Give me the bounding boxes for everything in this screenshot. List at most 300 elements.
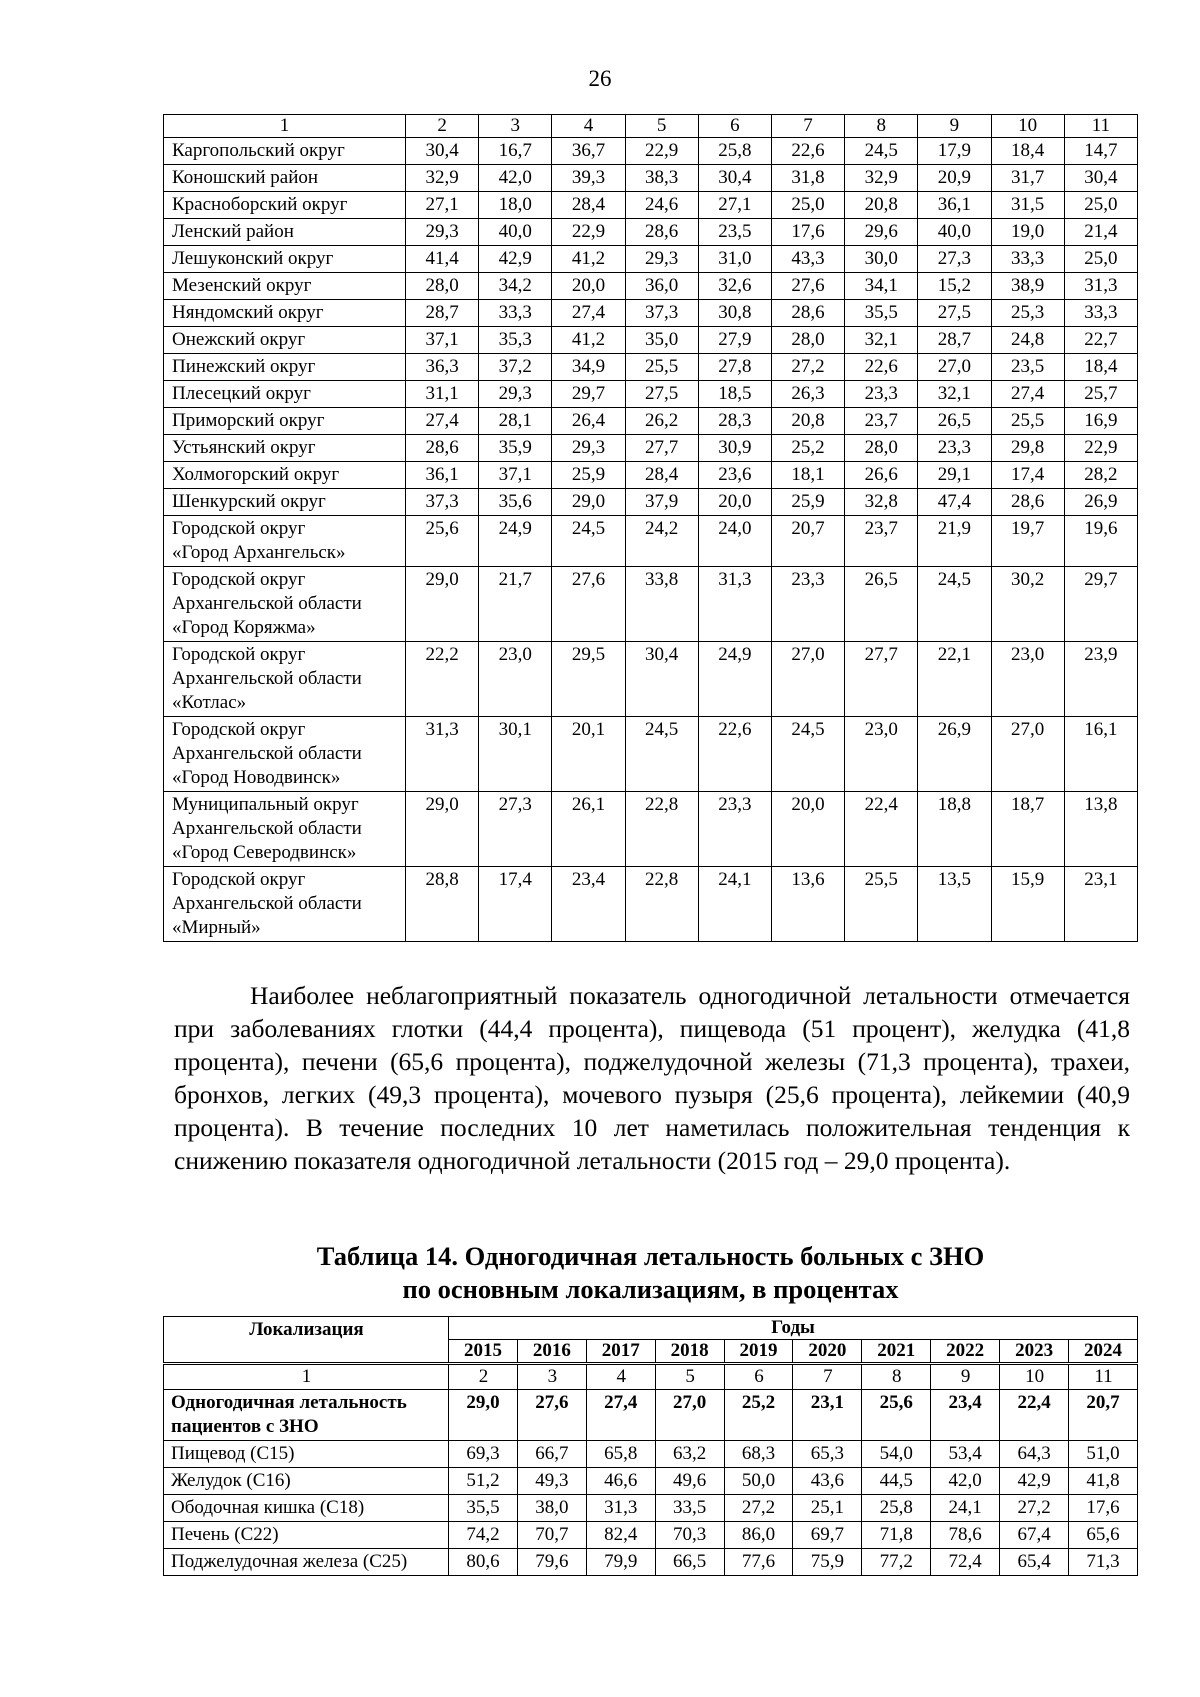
table-cell: 30,1 (479, 717, 552, 792)
table-cell: 25,0 (771, 192, 844, 219)
table-cell: 42,0 (479, 165, 552, 192)
year-header: 2018 (655, 1340, 724, 1364)
year-header: 2019 (724, 1340, 793, 1364)
table-cell: 66,7 (517, 1441, 586, 1468)
table-cell: 21,9 (918, 516, 991, 567)
table-cell: 33,3 (1064, 300, 1137, 327)
district-name-line: Архангельской области (172, 743, 362, 764)
table-cell: 22,4 (1000, 1390, 1069, 1441)
table-cell: 27,4 (552, 300, 625, 327)
table-cell: 32,9 (406, 165, 479, 192)
table-cell: 29,3 (625, 246, 698, 273)
table-cell: 22,9 (625, 138, 698, 165)
table-cell: 16,7 (479, 138, 552, 165)
table-cell: 20,0 (771, 792, 844, 867)
table-cell: 43,3 (771, 246, 844, 273)
table-cell: 20,0 (698, 489, 771, 516)
table-cell: 22,8 (625, 792, 698, 867)
table-cell: 22,2 (406, 642, 479, 717)
table-cell: 72,4 (931, 1549, 1000, 1576)
year-header: 2023 (1000, 1340, 1069, 1364)
table-cell: 77,2 (862, 1549, 931, 1576)
table-row (164, 165, 1138, 192)
column-number: 5 (625, 115, 698, 138)
table-cell: 20,0 (552, 273, 625, 300)
table-row (164, 381, 1138, 408)
table-row (164, 1549, 1138, 1576)
year-header: 2015 (449, 1340, 518, 1364)
table-cell: 37,1 (479, 462, 552, 489)
table-cell: 40,0 (479, 219, 552, 246)
district-name (164, 246, 406, 273)
table-cell: 24,1 (698, 867, 771, 942)
table-cell: 37,3 (625, 300, 698, 327)
table-cell: 32,8 (845, 489, 918, 516)
localization-name (164, 1522, 449, 1549)
table-cell: 29,0 (406, 567, 479, 642)
table-cell: 27,3 (918, 246, 991, 273)
district-name (164, 138, 406, 165)
table-cell: 25,2 (771, 435, 844, 462)
table-14-caption (163, 1240, 1138, 1306)
district-name (164, 408, 406, 435)
district-name (164, 192, 406, 219)
table-cell: 20,9 (918, 165, 991, 192)
table-cell: 39,3 (552, 165, 625, 192)
table-cell: 28,8 (406, 867, 479, 942)
table-row (164, 300, 1138, 327)
table-cell: 13,5 (918, 867, 991, 942)
table-cell: 26,6 (845, 462, 918, 489)
district-name (164, 867, 406, 942)
district-name-line: Городской округ (172, 644, 306, 665)
column-number: 10 (1000, 1364, 1069, 1390)
table-cell: 38,9 (991, 273, 1064, 300)
table-cell: 27,0 (918, 354, 991, 381)
table-cell: 21,7 (479, 567, 552, 642)
table-cell: 69,7 (793, 1522, 862, 1549)
table-cell: 19,7 (991, 516, 1064, 567)
table2-column-numbers-row (164, 1364, 1138, 1390)
table-cell: 24,9 (479, 516, 552, 567)
table-cell: 23,1 (793, 1390, 862, 1441)
column-number: 3 (517, 1364, 586, 1390)
table-row (164, 354, 1138, 381)
table-cell: 28,6 (406, 435, 479, 462)
table-cell: 27,4 (586, 1390, 655, 1441)
table-cell: 19,0 (991, 219, 1064, 246)
table-cell: 28,0 (771, 327, 844, 354)
table-cell: 30,9 (698, 435, 771, 462)
table-cell: 17,6 (771, 219, 844, 246)
table-cell: 37,2 (479, 354, 552, 381)
table-cell: 17,6 (1069, 1495, 1138, 1522)
table-cell: 22,7 (1064, 327, 1137, 354)
table-cell: 27,6 (517, 1390, 586, 1441)
table-cell: 34,2 (479, 273, 552, 300)
table-cell: 24,1 (931, 1495, 1000, 1522)
table-cell: 24,8 (991, 327, 1064, 354)
years-header: Годы (449, 1317, 1138, 1340)
table-cell: 41,2 (552, 327, 625, 354)
table-cell: 23,3 (771, 567, 844, 642)
table-cell: 42,9 (1000, 1468, 1069, 1495)
table-cell: 37,3 (406, 489, 479, 516)
table-cell: 41,8 (1069, 1468, 1138, 1495)
table-cell: 35,0 (625, 327, 698, 354)
table-cell: 36,1 (918, 192, 991, 219)
localization-name-line: Желудок (С16) (171, 1470, 291, 1491)
table-cell: 26,4 (552, 408, 625, 435)
table-cell: 27,2 (724, 1495, 793, 1522)
table-cell: 23,3 (698, 792, 771, 867)
table-cell: 26,2 (625, 408, 698, 435)
column-number: 8 (845, 115, 918, 138)
localization-name (164, 1390, 449, 1441)
table-cell: 27,2 (1000, 1495, 1069, 1522)
table-cell: 23,0 (479, 642, 552, 717)
table-cell: 20,8 (845, 192, 918, 219)
year-header: 2021 (862, 1340, 931, 1364)
table-cell: 33,3 (991, 246, 1064, 273)
column-number: 11 (1064, 115, 1137, 138)
table-row (164, 642, 1138, 717)
table-cell: 30,8 (698, 300, 771, 327)
district-lethality-table (163, 114, 1138, 942)
table-cell: 25,2 (724, 1390, 793, 1441)
table-cell: 31,5 (991, 192, 1064, 219)
table-cell: 79,6 (517, 1549, 586, 1576)
table-row (164, 489, 1138, 516)
table-cell: 28,4 (625, 462, 698, 489)
district-name-line: «Котлас» (172, 692, 247, 713)
table-cell: 27,1 (698, 192, 771, 219)
table-cell: 27,9 (698, 327, 771, 354)
table-cell: 25,9 (771, 489, 844, 516)
table-cell: 31,1 (406, 381, 479, 408)
table-cell: 27,3 (479, 792, 552, 867)
table-cell: 28,0 (406, 273, 479, 300)
table-cell: 28,4 (552, 192, 625, 219)
table-cell: 27,6 (771, 273, 844, 300)
table-cell: 35,9 (479, 435, 552, 462)
column-number: 2 (406, 115, 479, 138)
table-cell: 32,9 (845, 165, 918, 192)
table-cell: 20,7 (771, 516, 844, 567)
table-cell: 16,1 (1064, 717, 1137, 792)
table-cell: 25,6 (406, 516, 479, 567)
table-cell: 27,4 (406, 408, 479, 435)
table-cell: 31,3 (698, 567, 771, 642)
table-cell: 24,5 (552, 516, 625, 567)
column-number: 7 (771, 115, 844, 138)
year-header: 2016 (517, 1340, 586, 1364)
table-cell: 30,4 (625, 642, 698, 717)
table-cell: 26,1 (552, 792, 625, 867)
table-cell: 74,2 (449, 1522, 518, 1549)
table-cell: 20,1 (552, 717, 625, 792)
year-header: 2020 (793, 1340, 862, 1364)
table-cell: 40,0 (918, 219, 991, 246)
table-cell: 65,8 (586, 1441, 655, 1468)
table-cell: 33,8 (625, 567, 698, 642)
table-cell: 75,9 (793, 1549, 862, 1576)
table-cell: 35,5 (449, 1495, 518, 1522)
table-row (164, 1390, 1138, 1441)
table-cell: 18,1 (771, 462, 844, 489)
page-number: 26 (588, 66, 612, 91)
table-cell: 29,1 (918, 462, 991, 489)
table-cell: 82,4 (586, 1522, 655, 1549)
table-cell: 51,0 (1069, 1441, 1138, 1468)
table-cell: 38,3 (625, 165, 698, 192)
district-name-line: Городской округ (172, 518, 306, 539)
column-number: 10 (991, 115, 1064, 138)
table-row (164, 867, 1138, 942)
table-cell: 22,8 (625, 867, 698, 942)
table-row (164, 717, 1138, 792)
table-cell: 30,2 (991, 567, 1064, 642)
table-cell: 77,6 (724, 1549, 793, 1576)
table-cell: 23,6 (698, 462, 771, 489)
table-cell: 18,7 (991, 792, 1064, 867)
table-cell: 22,6 (698, 717, 771, 792)
table-cell: 78,6 (931, 1522, 1000, 1549)
table-cell: 18,4 (1064, 354, 1137, 381)
table-row (164, 1522, 1138, 1549)
table-cell: 18,0 (479, 192, 552, 219)
table-cell: 42,9 (479, 246, 552, 273)
table-cell: 44,5 (862, 1468, 931, 1495)
table-cell: 54,0 (862, 1441, 931, 1468)
district-name-line: Холмогорский округ (172, 464, 340, 485)
district-name (164, 327, 406, 354)
table-cell: 67,4 (1000, 1522, 1069, 1549)
table-cell: 25,6 (862, 1390, 931, 1441)
localization-name-line: Ободочная кишка (С18) (171, 1497, 365, 1518)
table-cell: 42,0 (931, 1468, 1000, 1495)
table-cell: 23,1 (1064, 867, 1137, 942)
table-cell: 25,8 (698, 138, 771, 165)
table-cell: 29,7 (1064, 567, 1137, 642)
district-name-line: Шенкурский округ (172, 491, 326, 512)
table-cell: 43,6 (793, 1468, 862, 1495)
table-cell: 24,5 (625, 717, 698, 792)
district-name-line: Приморский округ (172, 410, 325, 431)
district-name-line: Городской округ (172, 569, 306, 590)
table-cell: 29,6 (845, 219, 918, 246)
column-number: 9 (931, 1364, 1000, 1390)
table-cell: 29,8 (991, 435, 1064, 462)
table-cell: 22,1 (918, 642, 991, 717)
table-cell: 27,8 (698, 354, 771, 381)
table-cell: 22,6 (771, 138, 844, 165)
district-name (164, 642, 406, 717)
district-name (164, 435, 406, 462)
table-cell: 23,0 (845, 717, 918, 792)
table-cell: 38,0 (517, 1495, 586, 1522)
table-cell: 23,0 (991, 642, 1064, 717)
table-cell: 32,6 (698, 273, 771, 300)
table-cell: 35,3 (479, 327, 552, 354)
table-cell: 25,7 (1064, 381, 1137, 408)
table-cell: 22,9 (1064, 435, 1137, 462)
table-cell: 23,4 (552, 867, 625, 942)
table-cell: 25,0 (1064, 246, 1137, 273)
table-cell: 36,0 (625, 273, 698, 300)
table-cell: 25,5 (625, 354, 698, 381)
district-name-line: «Город Архангельск» (172, 542, 346, 563)
table-cell: 36,7 (552, 138, 625, 165)
table-cell: 31,3 (586, 1495, 655, 1522)
district-name-line: Лешуконский округ (172, 248, 334, 269)
table-cell: 33,5 (655, 1495, 724, 1522)
table-cell: 29,3 (406, 219, 479, 246)
localization-name-line: Печень (С22) (171, 1524, 279, 1545)
table-cell: 25,5 (991, 408, 1064, 435)
table-row (164, 273, 1138, 300)
table-cell: 28,0 (845, 435, 918, 462)
table-cell: 79,9 (586, 1549, 655, 1576)
table-cell: 28,2 (1064, 462, 1137, 489)
table-cell: 22,6 (845, 354, 918, 381)
table-cell: 23,4 (931, 1390, 1000, 1441)
column-number: 7 (793, 1364, 862, 1390)
localization-lethality-table (163, 1316, 1138, 1576)
table-cell: 47,4 (918, 489, 991, 516)
table-row (164, 792, 1138, 867)
table-cell: 26,5 (845, 567, 918, 642)
table-cell: 25,0 (1064, 192, 1137, 219)
table-cell: 65,3 (793, 1441, 862, 1468)
table-cell: 27,1 (406, 192, 479, 219)
table-cell: 65,6 (1069, 1522, 1138, 1549)
district-name-line: Каргопольский округ (172, 140, 345, 161)
table-cell: 23,3 (918, 435, 991, 462)
table-cell: 71,8 (862, 1522, 931, 1549)
localization-header: Локализация (164, 1317, 449, 1364)
table-cell: 53,4 (931, 1441, 1000, 1468)
table-cell: 27,7 (845, 642, 918, 717)
table-cell: 68,3 (724, 1441, 793, 1468)
table-cell: 23,5 (698, 219, 771, 246)
table-row (164, 1495, 1138, 1522)
localization-name (164, 1495, 449, 1522)
table-cell: 28,1 (479, 408, 552, 435)
caption-line-1: Таблица 14. Одногодичная летальность больных с ЗНО (316, 1241, 985, 1271)
table-row (164, 1441, 1138, 1468)
table-cell: 15,2 (918, 273, 991, 300)
table-cell: 28,7 (918, 327, 991, 354)
district-name-line: «Мирный» (172, 917, 261, 938)
table-row (164, 408, 1138, 435)
table-cell: 70,7 (517, 1522, 586, 1549)
table-cell: 25,1 (793, 1495, 862, 1522)
table-row (164, 219, 1138, 246)
table-cell: 26,5 (918, 408, 991, 435)
table-cell: 24,2 (625, 516, 698, 567)
district-name-line: Муниципальный округ (172, 794, 359, 815)
district-name-line: Архангельской области (172, 818, 362, 839)
table-cell: 25,9 (552, 462, 625, 489)
table-cell: 31,3 (1064, 273, 1137, 300)
district-name-line: Архангельской области (172, 593, 362, 614)
table-cell: 25,8 (862, 1495, 931, 1522)
table-cell: 13,6 (771, 867, 844, 942)
table-cell: 34,1 (845, 273, 918, 300)
table-cell: 29,0 (406, 792, 479, 867)
table-cell: 50,0 (724, 1468, 793, 1495)
table-cell: 24,5 (771, 717, 844, 792)
table-cell: 25,5 (845, 867, 918, 942)
localization-name-line: Пищевод (С15) (171, 1443, 295, 1464)
caption-line-2: по основным локализациям, в процентах (402, 1274, 899, 1304)
table-cell: 26,3 (771, 381, 844, 408)
table-cell: 70,3 (655, 1522, 724, 1549)
column-number: 11 (1069, 1364, 1138, 1390)
table-cell: 30,0 (845, 246, 918, 273)
district-name (164, 219, 406, 246)
table-cell: 30,4 (1064, 165, 1137, 192)
table-cell: 27,2 (771, 354, 844, 381)
table-row (164, 192, 1138, 219)
table-cell: 28,3 (698, 408, 771, 435)
table-row (164, 138, 1138, 165)
table-cell: 20,7 (1069, 1390, 1138, 1441)
table1-column-numbers-row (164, 115, 1138, 138)
table-cell: 27,0 (991, 717, 1064, 792)
table-cell: 24,5 (845, 138, 918, 165)
table-cell: 37,9 (625, 489, 698, 516)
table-cell: 30,4 (698, 165, 771, 192)
column-number: 5 (655, 1364, 724, 1390)
table-cell: 24,0 (698, 516, 771, 567)
table-cell: 17,4 (479, 867, 552, 942)
district-name-line: Красноборский округ (172, 194, 348, 215)
table-cell: 36,1 (406, 462, 479, 489)
table-cell: 26,9 (918, 717, 991, 792)
district-name (164, 489, 406, 516)
column-number: 2 (449, 1364, 518, 1390)
district-name-line: Городской округ (172, 869, 306, 890)
column-number: 4 (552, 115, 625, 138)
district-name (164, 300, 406, 327)
table-cell: 69,3 (449, 1441, 518, 1468)
table-cell: 27,7 (625, 435, 698, 462)
table-cell: 41,4 (406, 246, 479, 273)
table-cell: 65,4 (1000, 1549, 1069, 1576)
district-name (164, 462, 406, 489)
table-cell: 27,6 (552, 567, 625, 642)
district-name-line: Онежский округ (172, 329, 306, 350)
table-cell: 27,4 (991, 381, 1064, 408)
table-cell: 41,2 (552, 246, 625, 273)
table-cell: 28,6 (991, 489, 1064, 516)
table-cell: 37,1 (406, 327, 479, 354)
table-cell: 27,5 (918, 300, 991, 327)
table-cell: 29,3 (552, 435, 625, 462)
localization-name (164, 1468, 449, 1495)
column-number: 6 (724, 1364, 793, 1390)
table-cell: 31,3 (406, 717, 479, 792)
table-row (164, 1468, 1138, 1495)
district-name (164, 516, 406, 567)
column-number: 1 (164, 1364, 449, 1390)
table-cell: 17,4 (991, 462, 1064, 489)
column-number: 8 (862, 1364, 931, 1390)
table-row (164, 462, 1138, 489)
table-cell: 18,8 (918, 792, 991, 867)
